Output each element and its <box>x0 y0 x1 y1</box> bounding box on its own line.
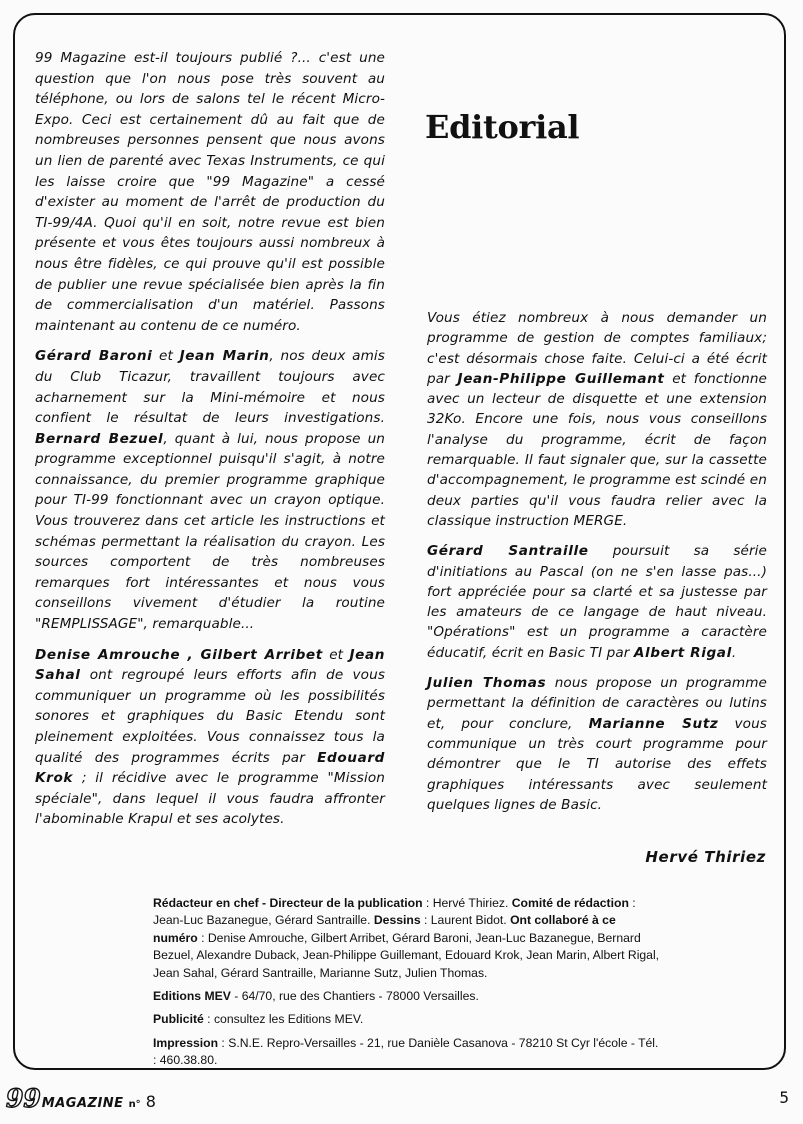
issue-prefix: n° <box>128 1099 141 1110</box>
editorial-signature: Hervé Thiriez <box>645 848 766 866</box>
author-name: Edouard Krok <box>35 749 385 787</box>
paragraph-amrouche-krok: Denise Amrouche , Gilbert Arribet et Jean Sahal ont regroupé leurs efforts afin de vous communiquer un programme où les possibilités sonores et graphiques du Basic Etendu sont pleinement exploitées. Vous connaissez tous la qualité des programmes écrits par Edouard Krok ; il récidive avec le programme "Mission spéciale", dans lequel il vous faudra affronter l'abominable Krapul et ses acolytes. <box>35 646 385 828</box>
paragraph-baroni-marin: Gérard Baroni et Jean Marin, nos deux amis du Club Ticazur, travaillent toujours avec acharnement sur la Mini-mémoire et nous confient le résultat de leurs investigations. Bernard Bezuel, quant à lui, nous propose un programme exceptionnel puisqu'il s'agit, à notre connaissance, du premier programme graphique pour TI-99 fonctionnant avec un crayon optique. Vous trouverez dans cet article les instructions et schémas permettant la réalisation du crayon. Les sources comportent de très nombreuses remarques fort intéressantes et nous vous conseillons vivement d'étudier la routine "REMPLISSAGE", remarquable... <box>35 348 385 633</box>
credits-block <box>153 895 663 1076</box>
left-column <box>35 48 385 840</box>
credits-publicite: Publicité : consultez les Editions MEV. <box>153 1012 364 1027</box>
author-name: Jean Marin <box>179 348 270 365</box>
author-name: Denise Amrouche , Gilbert Arribet <box>35 646 323 663</box>
right-column <box>427 308 767 825</box>
author-name: Albert Rigal <box>633 644 732 661</box>
issue-number: 8 <box>145 1092 156 1111</box>
paragraph-santraille: Gérard Santraille poursuit sa série d'initiations au Pascal (on ne s'en lasse pas...) fort appréciée pour sa clarté et sa justesse par les amateurs de ce langage de haut niveau. "Opérations" est un programme a caractère éducatif, écrit en Basic TI par Albert Rigal. <box>427 543 768 661</box>
author-name: Gérard Santraille <box>427 543 589 560</box>
page-title: Editorial <box>425 108 580 146</box>
credits-impression: Impression : S.N.E. Repro-Versailles - 21, rue Danièle Casanova - 78210 St Cyr l'école - Tél. : 460.38.80. <box>153 1035 659 1068</box>
logo-number: 99 <box>6 1084 41 1113</box>
author-name: Jean Sahal <box>35 646 385 684</box>
author-name: Marianne Sutz <box>588 715 719 732</box>
credits-staff: Rédacteur en chef - Directeur de la publication : Hervé Thiriez. Comité de rédaction : Jean-Luc Bazanegue, Gérard Santraille. Dessins : Laurent Bidot. Ont collaboré à ce numéro : Denise Amrouche, Gilbert Arribet, Gérard Baroni, Jean-Luc Bazanegue, Bernard Bezuel, Alexandre Duback, Jean-Philippe Guillemant, Edouard Krok, Jean Marin, Albert Rigal, Jean Sahal, Gérard Santraille, Marianne Sutz, Julien Thomas. <box>153 896 660 980</box>
paragraph-intro: 99 Magazine est-il toujours publié ?... c'est une question que l'on nous pose très souvent au téléphone, ou lors de salons tel le récent Micro-Expo. Ceci est certainement dû au fait que de nombreuses personnes pensent que nous avons un lien de parenté avec Texas Instruments, ce qui les laisse croire que "99 Magazine" a cessé d'exister au moment de l'arrêt de production du TI-99/4A. Quoi qu'il en soit, notre revue est bien présente et vous êtes toujours aussi nombreux à nous être fidèles, ce qui prouve qu'il est possible de publier une revue spécialisée bien après la fin de commercialisation d'un matériel. Passons maintenant au contenu de ce numéro. <box>35 50 385 334</box>
logo-wordmark: MAGAZINE <box>41 1096 124 1111</box>
author-name: Jean-Philippe Guillemant <box>457 370 665 387</box>
author-name: Julien Thomas <box>427 675 547 692</box>
author-name: Gérard Baroni <box>35 348 153 365</box>
page-number: 5 <box>779 1088 789 1107</box>
magazine-logo <box>6 1084 156 1113</box>
paragraph-thomas-sutz: Julien Thomas nous propose un programme permettant la définition de caractères ou lutins et, pour conclure, Marianne Sutz vous communique un très court programme pour démontrer que le TI autorise des effets graphiques intéressants avec seulement quelques lignes de Basic. <box>427 675 768 813</box>
author-name: Bernard Bezuel <box>35 430 164 447</box>
paragraph-guillemant: Vous étiez nombreux à nous demander un programme de gestion de comptes familiaux; c'est désormais chose faite. Celui-ci a été écrit par Jean-Philippe Guillemant et fonctionne avec un lecteur de disquette et une extension 32Ko. Encore une fois, nous vous conseillons l'analyse du programme, écrit de façon remarquable. Il faut signaler que, sur la cassette d'accompagnement, le programme est scindé en deux parties qu'il vous faudra relier avec la classique instruction MERGE. <box>427 310 768 529</box>
credits-editions: Editions MEV - 64/70, rue des Chantiers - 78000 Versailles. <box>153 989 479 1004</box>
